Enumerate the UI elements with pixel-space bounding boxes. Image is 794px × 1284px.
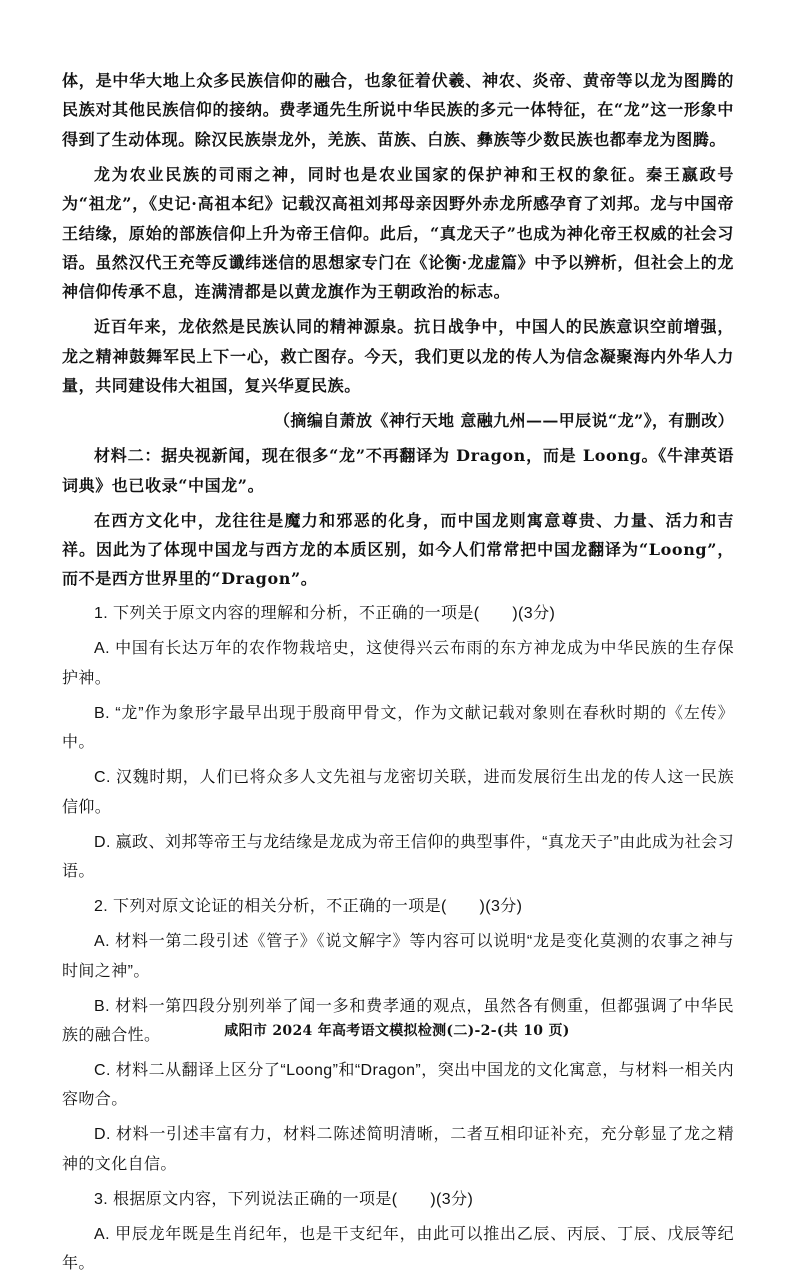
question-2-stem: 2. 下列对原文论证的相关分析，不正确的一项是( )(3分) (94, 898, 523, 916)
question-3-stem: 3. 根据原文内容，下列说法正确的一项是( )(3分) (94, 1190, 474, 1208)
page-footer: 咸阳市 2024 年高考语文模拟检测(二)-2-(共 10 页) (224, 1023, 570, 1039)
question-1-option-b: B. “龙”作为象形字最早出现于殷商甲骨文，作为文献记载对象则在春秋时期的《左传》中。 (62, 704, 734, 752)
question-2-option-b: B. 材料一第四段分别列举了闻一多和费孝通的观点，虽然各有侧重，但都强调了中华民族的融合性。 (62, 997, 734, 1044)
question-1-stem: 1. 下列关于原文内容的理解和分析，不正确的一项是( )(3分) (94, 605, 556, 623)
page-content (62, 66, 734, 1284)
material2-paragraph-1: 材料二：据央视新闻，现在很多“龙”不再翻译为 Dragon，而是 Loong。《牛津英语词典》也已收录“中国龙”。 (62, 446, 734, 495)
question-2-option-d: D. 材料一引述丰富有力，材料二陈述简明清晰，二者互相印证补充，充分彰显了龙之精神的文化自信。 (62, 1126, 734, 1173)
question-2-option-c: C. 材料二从翻译上区分了“Loong”和“Dragon”，突出中国龙的文化寓意，与材料一相关内容吻合。 (62, 1061, 734, 1109)
material1-paragraph-dragon-kingship: 龙为农业民族的司雨之神，同时也是农业国家的保护神和王权的象征。秦王嬴政号为“祖龙”，《史记·高祖本纪》记载汉高祖刘邦母亲因野外赤龙所感孕育了刘邦。龙与中国帝王结缘，原始的部族信仰上升为帝王信仰。此后，“真龙天子”也成为神化帝王权威的社会习语。虽然汉代王充等反谶纬迷信的思想家专门在《论衡·龙虚篇》中予以辨析，但社会上的龙神信仰传承不息，连满清都是以黄龙旗作为王朝政治的标志。 (62, 164, 734, 302)
source-citation: （摘编自萧放《神行天地 意融九州——甲辰说“龙”》，有删改） (274, 411, 734, 431)
material1-paragraph-continued: 体，是中华大地上众多民族信仰的融合，也象征着伏羲、神农、炎帝、黄帝等以龙为图腾的民族对其他民族信仰的接纳。费孝通先生所说中华民族的多元一体特征，在“龙”这一形象中得到了生动体现。除汉民族崇龙外，羌族、苗族、白族、彝族等少数民族也都奉龙为图腾。 (62, 71, 734, 149)
question-2-option-a: A. 材料一第二段引述《管子》《说文解字》等内容可以说明“龙是变化莫测的农事之神与时间之神”。 (62, 933, 734, 980)
question-1-option-c: C. 汉魏时期，人们已将众多人文先祖与龙密切关联，进而发展衍生出龙的传人这一民族信仰。 (62, 769, 734, 816)
material2-paragraph-2: 在西方文化中，龙往往是魔力和邪恶的化身，而中国龙则寓意尊贵、力量、活力和吉祥。因此为了体现中国龙与西方龙的本质区别，如今人们常常把中国龙翻译为“Loong”，而不是西方世界里的“Dragon”。 (62, 510, 734, 589)
material1-paragraph-modern: 近百年来，龙依然是民族认同的精神源泉。抗日战争中，中国人的民族意识空前增强，龙之精神鼓舞军民上下一心，救亡图存。今天，我们更以龙的传人为信念凝聚海内外华人力量，共同建设伟大祖国，复兴华夏民族。 (62, 317, 734, 396)
question-3-option-a: A. 甲辰龙年既是生肖纪年，也是干支纪年，由此可以推出乙辰、丙辰、丁辰、戊辰等纪年。 (62, 1225, 734, 1273)
question-1-option-a: A. 中国有长达万年的农作物栽培史，这使得兴云布雨的东方神龙成为中华民族的生存保护神。 (62, 640, 734, 687)
question-1-option-d: D. 嬴政、刘邦等帝王与龙结缘是龙成为帝王信仰的典型事件，“真龙天子”由此成为社会习语。 (62, 833, 734, 881)
